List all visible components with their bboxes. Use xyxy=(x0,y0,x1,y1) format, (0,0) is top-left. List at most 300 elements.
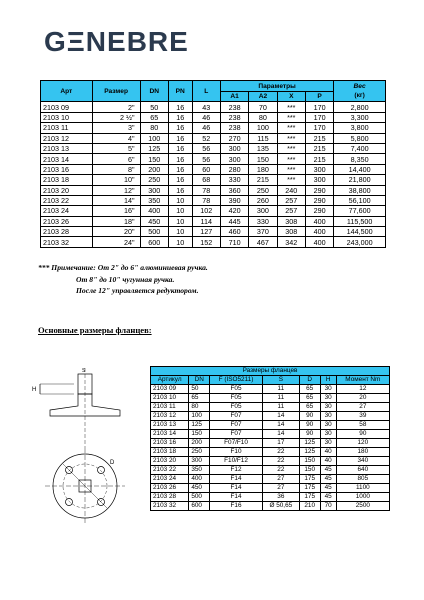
table-cell: 65 xyxy=(189,394,210,403)
table-cell: 100 xyxy=(249,123,277,133)
table-cell: F07 xyxy=(210,412,263,421)
table-row xyxy=(41,227,386,237)
table-cell: 102 xyxy=(192,206,220,216)
table-cell: *** xyxy=(277,175,305,185)
table-cell: 330 xyxy=(249,216,277,226)
flange-section-title: Основные размеры фланцев: xyxy=(38,325,152,335)
table-cell: 11 xyxy=(262,394,299,403)
note-line-3: После 12" управляется редуктором. xyxy=(76,286,199,295)
table-cell: 8" xyxy=(92,164,140,174)
table-cell: 2 ½" xyxy=(92,112,140,122)
table-cell: 30 xyxy=(320,439,336,448)
table-cell: 100 xyxy=(189,412,210,421)
table-row xyxy=(151,439,390,448)
table-cell: 16 xyxy=(168,175,192,185)
table-cell: F05 xyxy=(210,394,263,403)
table-cell: 2103 26 xyxy=(41,216,93,226)
table-row xyxy=(41,143,386,153)
header-a2: A2 xyxy=(249,92,277,102)
table-cell: 400 xyxy=(189,475,210,484)
table-cell: 78 xyxy=(192,195,220,205)
table-cell: 445 xyxy=(220,216,248,226)
table-cell: 45 xyxy=(320,493,336,502)
table-cell: 10 xyxy=(168,227,192,237)
table-cell: 2103 24 xyxy=(41,206,93,216)
table-cell: 290 xyxy=(305,206,333,216)
table-cell: 2,800 xyxy=(334,102,386,112)
table-cell: 5,800 xyxy=(334,133,386,143)
header-art: Арт xyxy=(41,81,93,102)
table-cell: 215 xyxy=(249,175,277,185)
table-cell: 16" xyxy=(92,206,140,216)
table-cell: 467 xyxy=(249,237,277,247)
table-cell: 640 xyxy=(336,466,389,475)
flange-dimensions-body xyxy=(151,385,390,511)
table-cell: 450 xyxy=(189,484,210,493)
table-cell: 200 xyxy=(189,439,210,448)
table-cell: 18" xyxy=(92,216,140,226)
table-cell: 80 xyxy=(140,123,168,133)
table-cell: 300 xyxy=(249,206,277,216)
table-cell: 10 xyxy=(168,206,192,216)
table-row xyxy=(151,484,390,493)
table-cell: 500 xyxy=(189,493,210,502)
header-params: Параметры xyxy=(220,81,333,92)
table-cell: 115,500 xyxy=(334,216,386,226)
table-cell: 2103 32 xyxy=(41,237,93,247)
table-cell: 90 xyxy=(299,421,320,430)
fl-header-f: F (ISO5211) xyxy=(210,376,263,385)
table-cell: 68 xyxy=(192,175,220,185)
table-cell: 46 xyxy=(192,123,220,133)
table-cell: F10 xyxy=(210,448,263,457)
table-cell: 10" xyxy=(92,175,140,185)
table-cell: 400 xyxy=(305,227,333,237)
table-cell: 805 xyxy=(336,475,389,484)
table-cell: 14 xyxy=(262,412,299,421)
table-cell: 215 xyxy=(305,143,333,153)
table-cell: 2103 26 xyxy=(151,484,189,493)
table-cell: 460 xyxy=(220,227,248,237)
table-cell: 200 xyxy=(140,164,168,174)
table-cell: *** xyxy=(277,154,305,164)
table-cell: 52 xyxy=(192,133,220,143)
table-cell: 215 xyxy=(305,133,333,143)
table-cell: 30 xyxy=(320,394,336,403)
table-cell: 2103 11 xyxy=(151,403,189,412)
table-cell: 370 xyxy=(249,227,277,237)
table-row xyxy=(41,164,386,174)
table-cell: 300 xyxy=(305,175,333,185)
table-cell: 40 xyxy=(320,457,336,466)
table-cell: 175 xyxy=(299,475,320,484)
table-row xyxy=(41,216,386,226)
table-cell: 27 xyxy=(262,484,299,493)
table-cell: 300 xyxy=(220,143,248,153)
table-cell: 125 xyxy=(140,143,168,153)
fl-header-dn: DN xyxy=(189,376,210,385)
table-cell: 250 xyxy=(189,448,210,457)
valve-parameters-body xyxy=(41,102,386,247)
label-d: D xyxy=(110,460,115,466)
table-cell: 2103 22 xyxy=(41,195,93,205)
table-cell: 2103 12 xyxy=(151,412,189,421)
table-row xyxy=(151,457,390,466)
table-cell: 250 xyxy=(140,175,168,185)
table-cell: 400 xyxy=(140,206,168,216)
table-cell: 45 xyxy=(320,484,336,493)
table-cell: *** xyxy=(277,164,305,174)
table-cell: 20 xyxy=(336,394,389,403)
fl-header-d: D xyxy=(299,376,320,385)
table-cell: 65 xyxy=(299,385,320,394)
table-cell: 16 xyxy=(168,102,192,112)
table-cell: 36 xyxy=(262,493,299,502)
table-cell: 45 xyxy=(320,466,336,475)
table-cell: 3,300 xyxy=(334,112,386,122)
table-cell: 600 xyxy=(189,502,210,511)
table-cell: 16 xyxy=(168,112,192,122)
table-cell: 150 xyxy=(189,430,210,439)
table-cell: 115 xyxy=(249,133,277,143)
table-cell: 135 xyxy=(249,143,277,153)
table-cell: 100 xyxy=(140,133,168,143)
table-cell: *** xyxy=(277,123,305,133)
table-cell: 20" xyxy=(92,227,140,237)
table-row xyxy=(41,112,386,122)
table-cell: 12 xyxy=(336,385,389,394)
table-cell: 420 xyxy=(220,206,248,216)
table-cell: 27 xyxy=(336,403,389,412)
table-cell: 90 xyxy=(336,430,389,439)
table-cell: 7,400 xyxy=(334,143,386,153)
table-cell: 170 xyxy=(305,112,333,122)
table-cell: 65 xyxy=(299,403,320,412)
header-p: P xyxy=(305,92,333,102)
table-cell: 40 xyxy=(320,448,336,457)
table-cell: 4" xyxy=(92,133,140,143)
table-cell: F07 xyxy=(210,430,263,439)
table-cell: 170 xyxy=(305,123,333,133)
table-cell: 400 xyxy=(305,237,333,247)
table-cell: 3" xyxy=(92,123,140,133)
header-l: L xyxy=(192,81,220,102)
fl-header-article: Артикул xyxy=(151,376,189,385)
table-cell: F05 xyxy=(210,385,263,394)
table-cell: 30 xyxy=(320,421,336,430)
table-cell: 24" xyxy=(92,237,140,247)
table-cell: 45 xyxy=(320,475,336,484)
table-row xyxy=(151,412,390,421)
table-cell: 270 xyxy=(220,133,248,143)
table-cell: 10 xyxy=(168,195,192,205)
table-cell: 2" xyxy=(92,102,140,112)
table-cell: 360 xyxy=(220,185,248,195)
table-cell: 16 xyxy=(168,164,192,174)
table-cell: 39 xyxy=(336,412,389,421)
table-cell: F07/F10 xyxy=(210,439,263,448)
table-cell: 14 xyxy=(262,430,299,439)
table-cell: 342 xyxy=(277,237,305,247)
table-cell: 330 xyxy=(220,175,248,185)
table-cell: 8,350 xyxy=(334,154,386,164)
table-cell: 243,000 xyxy=(334,237,386,247)
table-cell: 3,800 xyxy=(334,123,386,133)
table-cell: 16 xyxy=(168,185,192,195)
flange-table-title: Размеры фланцев xyxy=(151,367,390,376)
table-cell: 16 xyxy=(168,133,192,143)
table-cell: 56,100 xyxy=(334,195,386,205)
table-cell: 16 xyxy=(168,123,192,133)
table-row xyxy=(41,123,386,133)
flange-drawing xyxy=(30,368,150,528)
table-cell: 2103 13 xyxy=(151,421,189,430)
header-a1: A1 xyxy=(220,92,248,102)
table-row xyxy=(41,206,386,216)
table-cell: 2103 24 xyxy=(151,475,189,484)
table-cell: 450 xyxy=(140,216,168,226)
table-row xyxy=(151,502,390,511)
table-cell: F14 xyxy=(210,493,263,502)
table-row xyxy=(151,466,390,475)
note-line-1: *** Примечание: От 2" до 6" алюминиевая ручка. xyxy=(38,263,208,272)
table-cell: 152 xyxy=(192,237,220,247)
table-cell: 240 xyxy=(277,185,305,195)
table-cell: 144,500 xyxy=(334,227,386,237)
table-cell: 150 xyxy=(249,154,277,164)
table-cell: 90 xyxy=(299,430,320,439)
table-cell: F10/F12 xyxy=(210,457,263,466)
table-cell: 10 xyxy=(168,216,192,226)
table-cell: 2103 20 xyxy=(151,457,189,466)
table-cell: 175 xyxy=(299,484,320,493)
table-cell: 2103 14 xyxy=(41,154,93,164)
table-cell: 2103 12 xyxy=(41,133,93,143)
table-cell: 215 xyxy=(305,154,333,164)
table-cell: 30 xyxy=(320,412,336,421)
table-cell: 2500 xyxy=(336,502,389,511)
table-cell: 22 xyxy=(262,448,299,457)
table-cell: 150 xyxy=(299,466,320,475)
label-s: S xyxy=(82,368,86,374)
table-cell: 2103 09 xyxy=(41,102,93,112)
table-cell: 30 xyxy=(320,403,336,412)
table-cell: 390 xyxy=(220,195,248,205)
table-cell: 350 xyxy=(140,195,168,205)
table-cell: *** xyxy=(277,112,305,122)
table-cell: 2103 14 xyxy=(151,430,189,439)
table-cell: 350 xyxy=(189,466,210,475)
table-cell: 38,800 xyxy=(334,185,386,195)
table-cell: F14 xyxy=(210,475,263,484)
table-cell: 6" xyxy=(92,154,140,164)
table-cell: 600 xyxy=(140,237,168,247)
note-line-2: От 8" до 10" чугунная ручка. xyxy=(76,274,175,284)
table-cell: 238 xyxy=(220,112,248,122)
table-cell: 2103 11 xyxy=(41,123,93,133)
table-cell: 2103 22 xyxy=(151,466,189,475)
table-cell: 5" xyxy=(92,143,140,153)
table-row xyxy=(151,430,390,439)
table-cell: 2103 20 xyxy=(41,185,93,195)
table-cell: F16 xyxy=(210,502,263,511)
table-cell: 300 xyxy=(220,154,248,164)
table-cell: Ø 50,65 xyxy=(262,502,299,511)
table-cell: 127 xyxy=(192,227,220,237)
table-cell: 710 xyxy=(220,237,248,247)
table-cell: 2103 09 xyxy=(151,385,189,394)
table-row xyxy=(151,475,390,484)
table-cell: 2103 10 xyxy=(41,112,93,122)
table-row xyxy=(41,175,386,185)
table-cell: 180 xyxy=(249,164,277,174)
table-cell: 175 xyxy=(299,493,320,502)
table-cell: 2103 28 xyxy=(41,227,93,237)
table-cell: 58 xyxy=(336,421,389,430)
table-cell: *** xyxy=(277,102,305,112)
table-cell: 300 xyxy=(140,185,168,195)
table-cell: *** xyxy=(277,133,305,143)
table-cell: F14 xyxy=(210,484,263,493)
table-cell: 180 xyxy=(336,448,389,457)
fl-header-torque: Момент Nm xyxy=(336,376,389,385)
bolt-hole xyxy=(66,499,73,506)
fl-header-s: S xyxy=(262,376,299,385)
table-cell: 30 xyxy=(320,385,336,394)
table-cell: 12" xyxy=(92,185,140,195)
table-row xyxy=(41,195,386,205)
table-cell: 16 xyxy=(168,154,192,164)
table-cell: 77,600 xyxy=(334,206,386,216)
bolt-hole xyxy=(98,467,105,474)
table-cell: 2103 16 xyxy=(41,164,93,174)
table-cell: 300 xyxy=(189,457,210,466)
table-cell: 238 xyxy=(220,123,248,133)
table-cell: F05 xyxy=(210,403,263,412)
table-cell: 125 xyxy=(299,448,320,457)
table-cell: 56 xyxy=(192,154,220,164)
table-cell: 65 xyxy=(140,112,168,122)
table-cell: 2103 32 xyxy=(151,502,189,511)
table-cell: 65 xyxy=(299,394,320,403)
table-cell: 1100 xyxy=(336,484,389,493)
table-cell: 2103 13 xyxy=(41,143,93,153)
header-size: Размер xyxy=(92,81,140,102)
header-weight xyxy=(334,81,386,102)
table-cell: 22 xyxy=(262,466,299,475)
table-cell: 21,800 xyxy=(334,175,386,185)
genebre-logo: GΞNEBRE xyxy=(44,26,189,57)
table-cell: 70 xyxy=(249,102,277,112)
table-row xyxy=(151,394,390,403)
table-cell: 500 xyxy=(140,227,168,237)
header-weight-unit: (кг) xyxy=(354,92,365,100)
table-cell: 308 xyxy=(277,227,305,237)
table-cell: 22 xyxy=(262,457,299,466)
table-cell: 16 xyxy=(168,143,192,153)
table-row xyxy=(41,133,386,143)
table-row xyxy=(41,185,386,195)
table-cell: F12 xyxy=(210,466,263,475)
label-h: H xyxy=(32,387,37,393)
table-cell: 14 xyxy=(262,421,299,430)
table-cell: 290 xyxy=(305,195,333,205)
table-cell: 308 xyxy=(277,216,305,226)
table-cell: 150 xyxy=(140,154,168,164)
fl-header-h: H xyxy=(320,376,336,385)
table-row xyxy=(41,237,386,247)
table-row xyxy=(41,154,386,164)
table-cell: 70 xyxy=(320,502,336,511)
table-cell: 150 xyxy=(299,457,320,466)
table-cell: 260 xyxy=(249,195,277,205)
header-pn: PN xyxy=(168,81,192,102)
table-cell: 56 xyxy=(192,143,220,153)
table-cell: 50 xyxy=(189,385,210,394)
table-cell: 90 xyxy=(299,412,320,421)
table-cell: 280 xyxy=(220,164,248,174)
table-cell: 50 xyxy=(140,102,168,112)
table-cell: 340 xyxy=(336,457,389,466)
table-cell: 2103 16 xyxy=(151,439,189,448)
table-cell: 46 xyxy=(192,112,220,122)
table-cell: 250 xyxy=(249,185,277,195)
table-cell: 290 xyxy=(305,185,333,195)
table-cell: 400 xyxy=(305,216,333,226)
header-weight-label: Вес xyxy=(353,83,366,91)
table-cell: 2103 18 xyxy=(151,448,189,457)
table-cell: 80 xyxy=(249,112,277,122)
table-cell: 300 xyxy=(305,164,333,174)
table-cell: 257 xyxy=(277,195,305,205)
table-cell: 30 xyxy=(320,430,336,439)
table-cell: 17 xyxy=(262,439,299,448)
table-cell: 1000 xyxy=(336,493,389,502)
table-cell: 43 xyxy=(192,102,220,112)
table-cell: 125 xyxy=(189,421,210,430)
table-cell: 14" xyxy=(92,195,140,205)
table-row xyxy=(41,102,386,112)
table-cell: 2103 18 xyxy=(41,175,93,185)
table-cell: 120 xyxy=(336,439,389,448)
header-dn: DN xyxy=(140,81,168,102)
table-row xyxy=(151,385,390,394)
table-cell: 11 xyxy=(262,403,299,412)
note xyxy=(38,262,208,297)
flange-dimensions-table xyxy=(150,366,390,511)
table-cell: 10 xyxy=(168,237,192,247)
table-cell: 257 xyxy=(277,206,305,216)
table-row xyxy=(151,493,390,502)
table-row xyxy=(151,421,390,430)
valve-parameters-table xyxy=(40,80,386,248)
table-cell: 27 xyxy=(262,475,299,484)
table-cell: 78 xyxy=(192,185,220,195)
header-x: X xyxy=(277,92,305,102)
table-cell: 11 xyxy=(262,385,299,394)
table-cell: *** xyxy=(277,143,305,153)
table-cell: 114 xyxy=(192,216,220,226)
table-cell: 60 xyxy=(192,164,220,174)
table-cell: F07 xyxy=(210,421,263,430)
table-cell: 2103 28 xyxy=(151,493,189,502)
table-cell: 80 xyxy=(189,403,210,412)
table-cell: 238 xyxy=(220,102,248,112)
table-cell: 170 xyxy=(305,102,333,112)
table-cell: 210 xyxy=(299,502,320,511)
table-cell: 14,400 xyxy=(334,164,386,174)
table-row xyxy=(151,448,390,457)
